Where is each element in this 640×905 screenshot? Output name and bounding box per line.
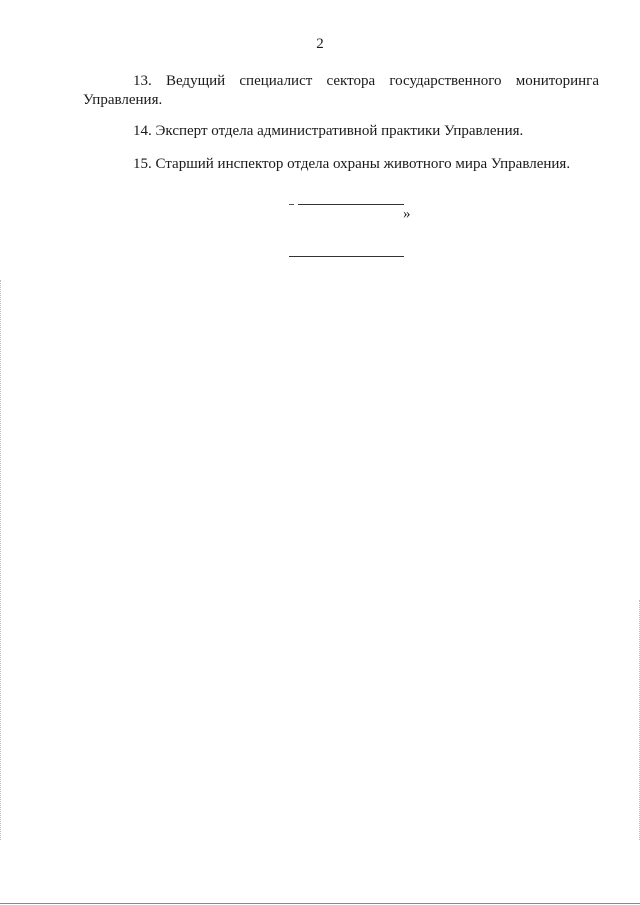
scan-edge-left bbox=[0, 280, 3, 840]
scan-edge-bottom bbox=[0, 903, 640, 904]
list-item-13: 13. Ведущий специалист сектора государственного мониторинга Управления. bbox=[83, 73, 599, 108]
list-item-15: 15. Старший инспектор отдела охраны животного мира Управления. bbox=[133, 156, 571, 172]
separator-line-top bbox=[298, 204, 404, 205]
separator-line-bottom bbox=[289, 256, 404, 257]
page-number: 2 bbox=[316, 36, 324, 52]
separator-dash bbox=[289, 204, 294, 205]
list-item-14: 14. Эксперт отдела административной практики Управления. bbox=[133, 123, 524, 139]
closing-quote-mark: » bbox=[403, 206, 411, 222]
